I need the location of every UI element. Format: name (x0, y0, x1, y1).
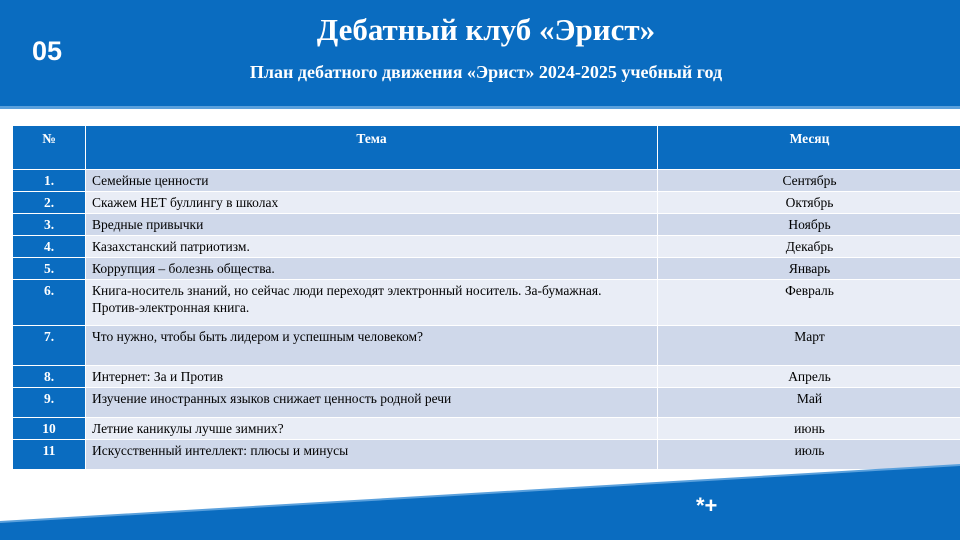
row-topic: Семейные ценности (86, 170, 658, 192)
row-month: Декабрь (658, 236, 960, 258)
row-number: 7. (13, 326, 86, 366)
table-row (13, 192, 960, 214)
footer-band (0, 465, 960, 540)
slide-number: 05 (32, 36, 63, 66)
row-month: Май (658, 388, 960, 418)
row-topic: Скажем НЕТ буллингу в школах (86, 192, 658, 214)
row-number: 5. (13, 258, 86, 280)
table-header-row (13, 126, 960, 170)
row-number: 6. (13, 280, 86, 326)
table-row (13, 236, 960, 258)
table-row (13, 170, 960, 192)
header-number: № (13, 126, 86, 170)
table-row (13, 366, 960, 388)
row-month: Ноябрь (658, 214, 960, 236)
row-month: июнь (658, 418, 960, 440)
row-number: 9. (13, 388, 86, 418)
row-month: Сентябрь (658, 170, 960, 192)
header-topic: Тема (86, 126, 658, 170)
table-row (13, 388, 960, 418)
row-topic: Летние каникулы лучше зимних? (86, 418, 658, 440)
table-row (13, 326, 960, 366)
footer-wave (0, 460, 960, 540)
row-number: 4. (13, 236, 86, 258)
row-topic: Казахстанский патриотизм. (86, 236, 658, 258)
row-month: Март (658, 326, 960, 366)
table-row (13, 258, 960, 280)
row-topic: Искусственный интеллект: плюсы и минусы (86, 440, 658, 470)
row-topic: Что нужно, чтобы быть лидером и успешным человеком? (86, 326, 658, 366)
table-row (13, 418, 960, 440)
footer-mark: *+ (696, 493, 718, 518)
row-number: 10 (13, 418, 86, 440)
row-topic: Книга-носитель знаний, но сейчас люди переходят электронный носитель. За-бумажная. Против-электронная книга. (86, 280, 658, 326)
row-number: 2. (13, 192, 86, 214)
row-topic: Коррупция – болезнь общества. (86, 258, 658, 280)
row-month: июль (658, 440, 960, 470)
row-topic: Изучение иностранных языков снижает ценность родной речи (86, 388, 658, 418)
row-number: 11 (13, 440, 86, 470)
row-month: Январь (658, 258, 960, 280)
row-topic: Интернет: За и Против (86, 366, 658, 388)
header-divider (0, 106, 960, 109)
row-month: Февраль (658, 280, 960, 326)
row-month: Октябрь (658, 192, 960, 214)
row-number: 3. (13, 214, 86, 236)
header-month: Месяц (658, 126, 960, 170)
slide-title: Дебатный клуб «Эрист» (316, 12, 656, 47)
row-topic: Вредные привычки (86, 214, 658, 236)
table-row (13, 280, 960, 326)
plan-table (12, 125, 960, 470)
row-number: 8. (13, 366, 86, 388)
row-month: Апрель (658, 366, 960, 388)
row-number: 1. (13, 170, 86, 192)
slide-subtitle: План дебатного движения «Эрист» 2024-2025 учебный год (249, 62, 723, 82)
table-row (13, 214, 960, 236)
